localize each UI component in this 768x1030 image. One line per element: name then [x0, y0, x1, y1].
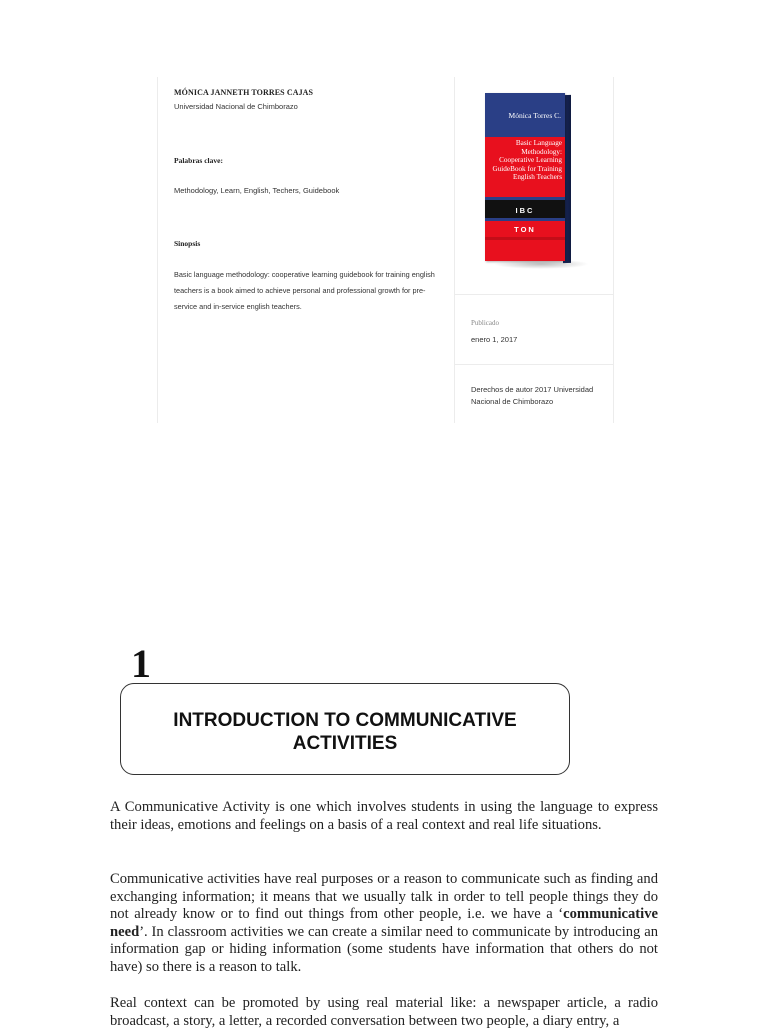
keywords-text: Methodology, Learn, English, Techers, Guidebook [174, 186, 340, 195]
cover-logo-band [485, 197, 565, 221]
book-cover-image[interactable] [479, 91, 589, 271]
synopsis-heading: Sinopsis [174, 239, 201, 248]
cover-title-line: Methodology: [521, 147, 562, 156]
communicative-need-term: communicative need [110, 906, 658, 940]
cover-title [486, 139, 562, 182]
chapter-title-box [120, 683, 570, 775]
published-date: enero 1, 2017 [471, 335, 518, 344]
chapter-title-line: ACTIVITIES [292, 733, 398, 754]
published-label: Publicado [471, 319, 499, 327]
divider [455, 364, 613, 365]
cover-logo-top: IBC [515, 206, 535, 215]
cover-author: Mónica Torres C. [508, 111, 561, 120]
paragraph-3: Real context can be promoted by using real material like: a newspaper article, a radio broadcast, a story, a letter, a recorded conversation between two people, a diary entry, a [110, 995, 658, 1029]
book-cover [485, 93, 565, 261]
cover-logo-bottom: TON [514, 225, 536, 234]
chapter-title-line: INTRODUCTION TO COMMUNICATIVE [173, 710, 517, 731]
author-affiliation: Universidad Nacional de Chimborazo [174, 102, 298, 111]
paragraph-1: A Communicative Activity is one which involves students in using the language to express their ideas, emotions and feelings on a basis of a real context and real life situations. [110, 799, 658, 833]
divider [455, 294, 613, 295]
cover-bottom-band [485, 221, 565, 261]
cover-title-line: Cooperative Learning [499, 156, 562, 165]
book-side-column [454, 77, 613, 423]
book-details-column [158, 77, 454, 423]
keywords-heading: Palabras clave: [174, 156, 223, 165]
synopsis-text: Basic language methodology: cooperative learning guidebook for training english teachers is a book aimed to achieve personal and professional growth for pre-service and in-service english teachers. [174, 270, 435, 311]
chapter-title [121, 709, 569, 755]
cover-title-line: GuideBook for Training [492, 164, 562, 173]
chapter-number: 1 [131, 641, 151, 686]
cover-title-band [485, 137, 565, 197]
paragraph-2-text: Communicative activities have real purposes or a reason to communicate such as finding and exchanging information; it means that we usually talk in order to tell people things they do not already know or to find out things from other people, i.e. we have a ‘ [110, 871, 658, 923]
cover-title-line: English Teachers [512, 173, 562, 182]
book-info-card [157, 77, 614, 423]
cover-title-line: Basic Language [515, 139, 562, 147]
paragraph-2 [110, 871, 658, 977]
cover-stripe [485, 197, 565, 200]
paragraph-2-text: ’. In classroom activities we can create a similar need to communicate by introducing an information gap or hiding information (some students have information that others do not have) so there is a reason to talk. [110, 923, 658, 975]
author-name[interactable]: MÓNICA JANNETH TORRES CAJAS [174, 88, 314, 97]
copyright-text: Derechos de autor 2017 Universidad Nacional de Chimborazo [471, 385, 594, 406]
cover-stripe [485, 237, 565, 240]
